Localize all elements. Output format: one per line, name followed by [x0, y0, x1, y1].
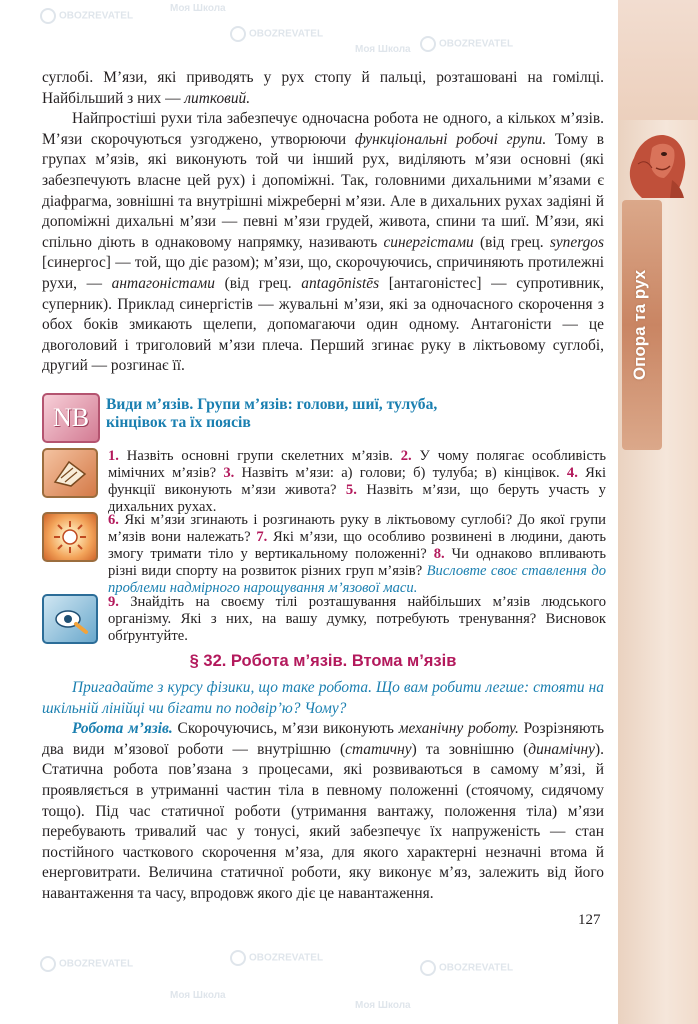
intro-paragraph-2 — [42, 109, 604, 377]
paragraph-term: Робота м’язів. — [72, 720, 173, 738]
question-text: Які м’язи згинають і розгинають руку в ліктьовому суглобі? До якої групи м’язів вони належать? — [108, 512, 606, 545]
section-paragraph — [42, 719, 604, 904]
watermark: OBOZREVATEL — [420, 960, 513, 976]
question-number: 1. — [108, 448, 119, 464]
chapter-side-label-text: Опора та рух — [630, 269, 649, 381]
italic-term: функціональні робочі групи. — [354, 130, 547, 148]
questions-practical-block — [42, 594, 604, 646]
question-text: Які м’язи, що особливо розвинені в людини, дають змогу тримати тіло у вертикальному положенні? — [108, 529, 606, 562]
questions-review-block — [42, 448, 606, 515]
section-title: § 32. Робота м’язів. Втома м’язів — [189, 652, 457, 670]
recall-prompt: Пригадайте з курсу фізики, що таке робота. Що вам робити легше: стояти на шкільній лінійці чи бігати по подвір’ю? Чому? — [42, 679, 604, 717]
italic-term: механічну роботу. — [398, 720, 519, 738]
question-text: Назвіть м’язи: а) голови; б) тулуба; в) кінцівок. — [234, 465, 567, 481]
intro-text — [42, 68, 604, 377]
section-body — [42, 678, 604, 905]
question-number: 9. — [108, 594, 119, 610]
text-run: (від грец. — [473, 233, 550, 251]
thinking-questions-icon — [42, 512, 98, 562]
practical-task-text — [108, 594, 606, 645]
text-run: Розрізняють два види м’язової роботи — внутрішню ( — [42, 720, 604, 758]
watermark: OBOZREVATEL — [230, 950, 323, 966]
review-questions-icon — [42, 448, 98, 498]
questions-thinking-block — [42, 512, 607, 596]
question-italic-prompt: Висловте своє ставлення до проблеми надмірного нарощування м’язової маси. — [108, 563, 607, 596]
text-run: [антагоністес] — супротивник, суперник). Приклад синергістів — жувальні м’язи, які за одночасного скорочення з обох боків змикають щелепи, допомагаючи один одному. Антагоністи — це двоголовий і триголовий м’язи плеча. Перший згинає руку в ліктьовому суглобі, другий — розгинає її. — [42, 274, 604, 375]
italic-term: antagōnistēs — [301, 274, 380, 292]
italic-term: статичну — [345, 740, 412, 758]
nb-title: Види м’язів. Групи м’язів: голови, шиї, тулуба, кінцівок та їх поясів — [106, 396, 438, 431]
watermark: Моя Школа — [170, 990, 226, 1001]
nb-icon — [42, 393, 100, 443]
practical-task-icon — [42, 594, 98, 644]
text-run: Тому в групах м’язів, які виконують той чи інший рух, виділяють м’язи основні (які забезпечують власне цей рух) і допоміжні. Так, головними дихальними м’язами є діафрагма, зовнішні та внутрішні міжреберні м’язи. Але в дихальних рухах задіяні й допоміжні дихальні м’язи — певні м’язи грудей, живота, спини та шиї. М’язи, які спільно діють в однаковому напрямку, називають — [42, 130, 604, 251]
text-run: [синергос] — той, що діє разом); м’язи, що, скорочуючись, спричиняють протилежні рухи, — — [42, 254, 604, 292]
side-strip-top — [618, 0, 698, 120]
text-run: ) та зовнішню ( — [411, 740, 529, 758]
text-run: Скорочуючись, м’язи виконують — [172, 720, 399, 738]
chapter-side-label — [618, 250, 662, 400]
italic-term: динамічну — [528, 740, 596, 758]
question-text: Назвіть м’язи, що беруть участь у дихальних рухах. — [108, 482, 606, 515]
question-text: Знайдіть на своєму тілі розташування найбільших м’язів людського організму. Які з них, на вашу думку, потребують тренування? Висновок обґрунтуйте. — [108, 594, 606, 644]
question-number: 5. — [345, 482, 357, 498]
question-number: 7. — [256, 529, 268, 545]
thinking-questions-text — [108, 512, 606, 597]
text-run: ). Статична робота пов’язана з процесами, які розвиваються в самому м’язі, й проявляється в утриманні частин тіла в певному положенні (стоячому, сидячому тощо). Під час статичної роботи (утримання вантажу, положення тіла) м’язи перебувають тривалий час у тонусі, який забезпечує їх напруженість — стан постійного часткового скорочення м’яза, для якого характерні незначні втома й енерговитрати. Величина статичної роботи, яку виконує м’яз, залежить від його навантаження та часу, впродовж якого діє це навантаження. — [42, 740, 604, 902]
intro-paragraph-1 — [42, 68, 604, 109]
text-run: суглобі. М’язи, які приводять у рух стопу й пальці, розташовані на гомілці. Найбільший з них — — [42, 69, 604, 107]
question-text: Назвіть основні групи скелетних м’язів. — [118, 448, 401, 464]
question-text: У чому полягає особливість мімічних м’язів? — [108, 448, 606, 481]
watermark: Моя Школа — [355, 44, 411, 55]
watermark: OBOZREVATEL — [420, 36, 513, 52]
nb-icon-text: NB — [52, 403, 90, 432]
question-text: Які функції виконують м’язи живота? — [108, 465, 606, 498]
watermark: Моя Школа — [355, 1000, 411, 1011]
watermark: Моя Школа — [170, 3, 226, 14]
italic-term: литковий. — [184, 89, 251, 107]
question-number: 8. — [433, 546, 445, 562]
text-run: Найпростіші рухи тіла забезпечує одночасна робота не одного, а кількох м’язів. М’язи скорочуються узгоджено, утворюючи — [42, 110, 604, 148]
question-number: 4. — [566, 465, 578, 481]
italic-term: антагоністами — [111, 274, 215, 292]
question-number: 2. — [400, 448, 412, 464]
text-run: (від грец. — [214, 274, 302, 292]
question-number: 6. — [108, 512, 119, 528]
watermark: OBOZREVATEL — [230, 26, 323, 42]
review-questions-text — [108, 448, 606, 516]
watermark: OBOZREVATEL — [40, 956, 133, 972]
italic-term: synergos — [549, 233, 604, 251]
question-text: Чи однаково впливають різні види спорту на розвиток різних груп м’язів? — [108, 546, 606, 579]
anatomy-head-icon — [612, 118, 698, 200]
watermark: OBOZREVATEL — [40, 8, 133, 24]
italic-term: синергістами — [383, 233, 474, 251]
page-number: 127 — [578, 912, 601, 928]
question-number: 3. — [223, 465, 235, 481]
